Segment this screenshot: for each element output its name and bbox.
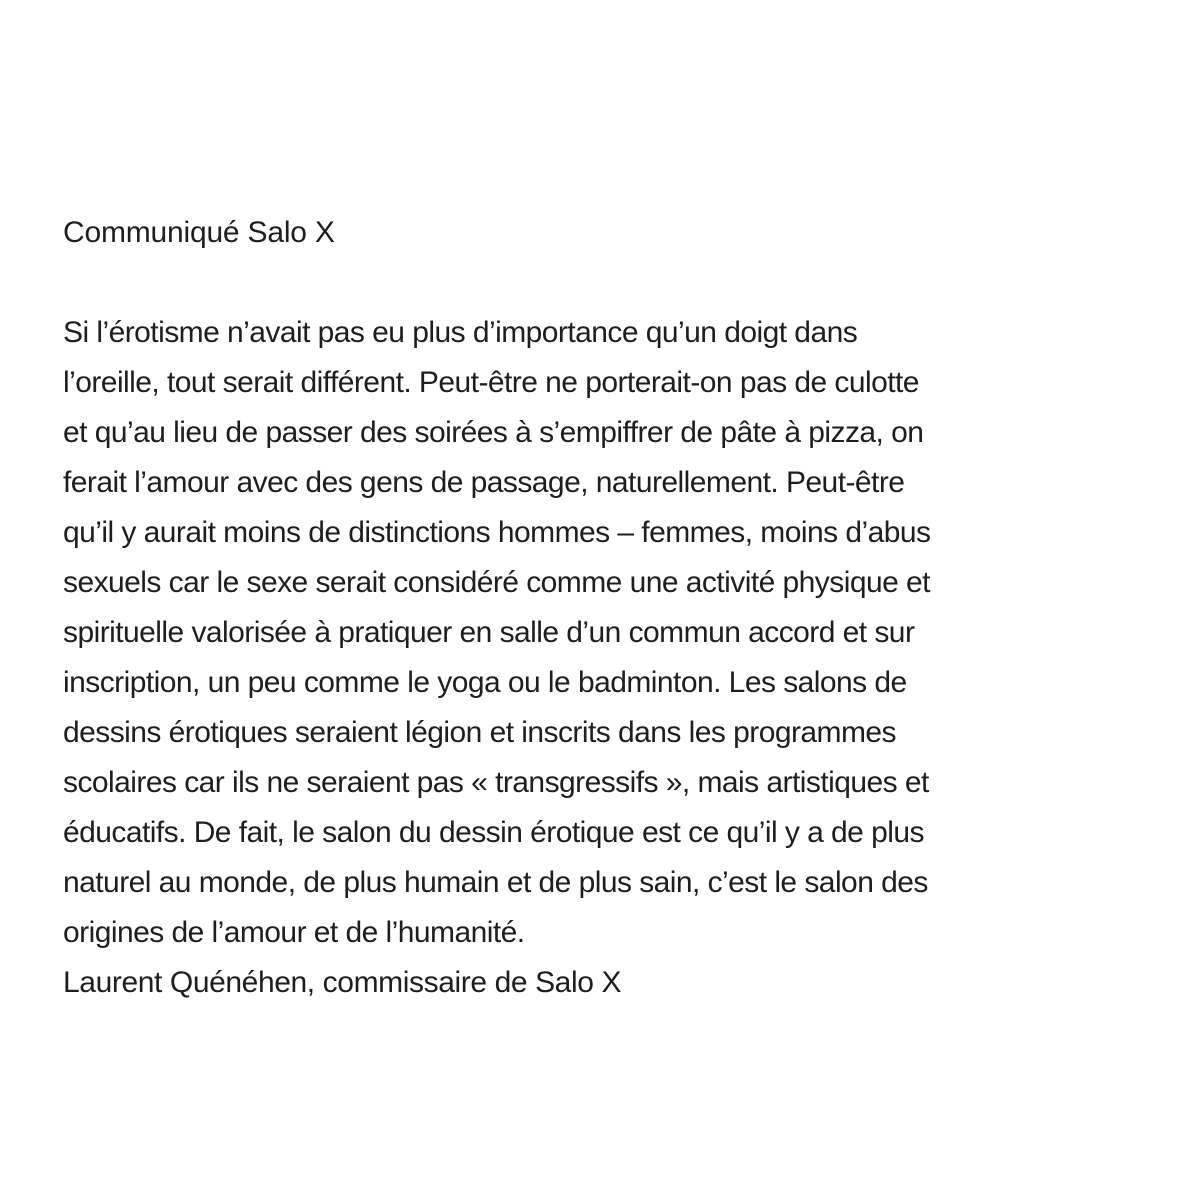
body-line: scolaires car ils ne seraient pas « transgressifs », mais artistiques et <box>63 766 929 799</box>
body-line: sexuels car le sexe serait considéré comme une activité physique et <box>63 566 930 599</box>
body-line: qu’il y aurait moins de distinctions hommes – femmes, moins d’abus <box>63 516 931 549</box>
body-line: inscription, un peu comme le yoga ou le badminton. Les salons de <box>63 666 907 699</box>
body-line: spirituelle valorisée à pratiquer en salle d’un commun accord et sur <box>63 616 915 649</box>
document-title: Communiqué Salo X <box>63 216 335 249</box>
body-line: origines de l’amour et de l’humanité. <box>63 916 525 949</box>
body-line: et qu’au lieu de passer des soirées à s’empiffrer de pâte à pizza, on <box>63 416 924 449</box>
paragraph-spacer <box>63 258 1143 308</box>
signature: Laurent Quénéhen, commissaire de Salo X <box>63 966 622 999</box>
body-line: l’oreille, tout serait différent. Peut-être ne porterait-on pas de culotte <box>63 366 919 399</box>
body-line: éducatifs. De fait, le salon du dessin érotique est ce qu’il y a de plus <box>63 816 924 849</box>
body-line: dessins érotiques seraient légion et inscrits dans les programmes <box>63 716 897 749</box>
body-line: Si l’érotisme n’avait pas eu plus d’importance qu’un doigt dans <box>63 316 858 349</box>
body-line: ferait l’amour avec des gens de passage, naturellement. Peut-être <box>63 466 905 499</box>
body-line: naturel au monde, de plus humain et de plus sain, c’est le salon des <box>63 866 928 899</box>
body-text <box>63 308 1143 958</box>
document <box>63 208 1143 1008</box>
